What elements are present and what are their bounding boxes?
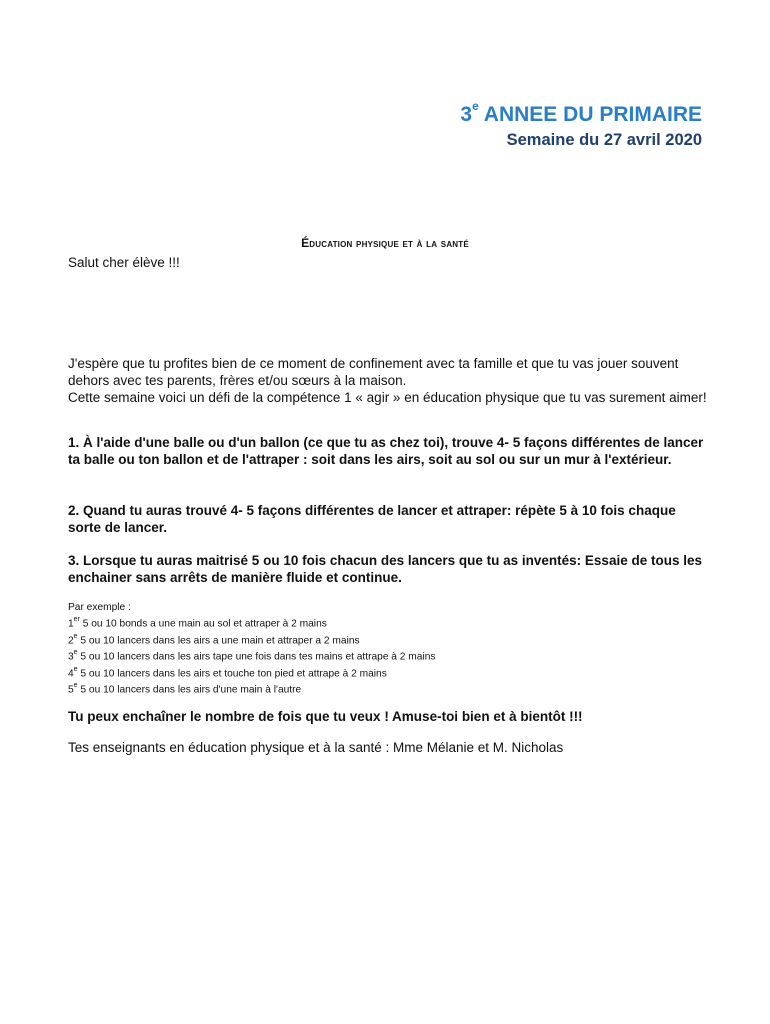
- intro-paragraph-1: J'espère que tu profites bien de ce moment de confinement avec ta famille et que tu vas jouer souvent dehors avec tes parents, frères et/ou sœurs à la maison.: [68, 356, 679, 388]
- grade-text: ANNEE DU PRIMAIRE: [478, 103, 702, 126]
- instruction-step-2: 2. Quand tu auras trouvé 4- 5 façons différentes de lancer et attraper: répète 5 à 10 fois chaque sorte de lancer.: [68, 503, 676, 535]
- example-item: 1er 5 ou 10 bonds a une main au sol et attraper à 2 mains: [68, 616, 327, 630]
- subject-heading: Éducation physique et à la santé: [301, 236, 469, 250]
- example-item: 3e 5 ou 10 lancers dans les airs tape une fois dans tes mains et attrape à 2 mains: [68, 649, 436, 663]
- intro-paragraph-2: Cette semaine voici un défi de la compétence 1 « agir » en éducation physique que tu vas surement aimer!: [68, 390, 707, 405]
- instruction-step-1: 1. À l'aide d'une balle ou d'un ballon (ce que tu as chez toi), trouve 4- 5 façons différentes de lancer ta balle ou ton ballon et de l'attraper : soit dans les airs, soit au sol ou sur un mur à l'extérieur.: [68, 435, 704, 467]
- example-item: 4e 5 ou 10 lancers dans les airs et touche ton pied et attrape à 2 mains: [68, 665, 387, 679]
- grade-number: 3: [460, 103, 473, 126]
- greeting: Salut cher élève !!!: [68, 255, 180, 270]
- instruction-step-3: 3. Lorsque tu auras maitrisé 5 ou 10 fois chacun des lancers que tu as inventés: Essaie de tous les enchainer sans arrêts de manière fluide et continue.: [68, 553, 702, 585]
- examples-intro: Par exemple :: [68, 602, 131, 613]
- signature-line: Tes enseignants en éducation physique et à la santé : Mme Mélanie et M. Nicholas: [68, 740, 564, 755]
- intro-text: [68, 355, 708, 406]
- examples-list: [68, 601, 435, 697]
- week-subtitle: Semaine du 27 avril 2020: [506, 131, 702, 149]
- closing-message: Tu peux enchaîner le nombre de fois que tu veux ! Amuse-toi bien et à bientôt !!!: [68, 709, 583, 724]
- example-item: 2e 5 ou 10 lancers dans les airs a une main et attraper a 2 mains: [68, 632, 360, 646]
- grade-suffix: e: [472, 99, 479, 113]
- grade-title: [460, 99, 702, 127]
- example-item: 5e 5 ou 10 lancers dans les airs d'une main à l'autre: [68, 682, 302, 696]
